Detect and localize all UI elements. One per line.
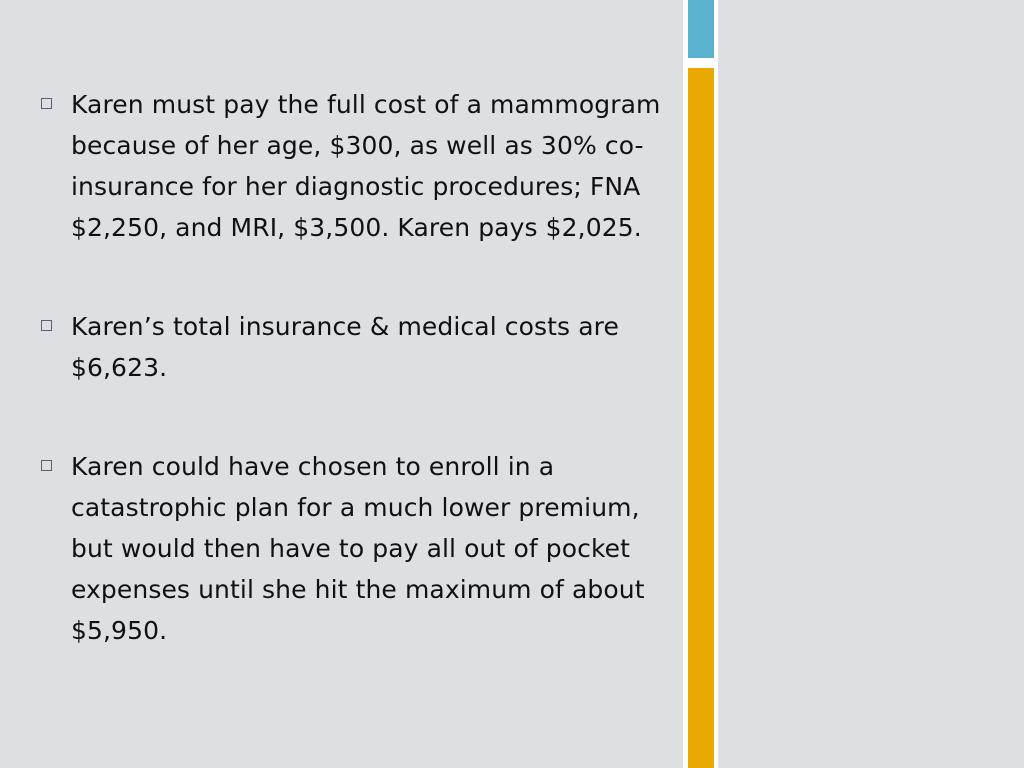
square-bullet-icon: [41, 460, 52, 471]
bullet-text: Karen must pay the full cost of a mammogram because of her age, $300, as well as 30% co-insurance for her diagnostic procedures; FNA $2,250, and MRI, $3,500. Karen pays $2,025.: [71, 90, 661, 242]
accent-bar-gold: [688, 68, 714, 768]
square-bullet-icon: [41, 98, 52, 109]
bullet-list: [38, 84, 678, 651]
bullet-item: [38, 306, 678, 388]
bullet-text: Karen could have chosen to enroll in a catastrophic plan for a much lower premium, but would then have to pay all out of pocket expenses until she hit the maximum of about $5,950.: [71, 452, 645, 645]
bullet-item: [38, 446, 678, 651]
right-panel: [718, 0, 1024, 768]
square-bullet-icon: [41, 320, 52, 331]
bullet-item: [38, 84, 678, 248]
accent-bar-blue: [688, 0, 714, 58]
bullet-text: Karen’s total insurance & medical costs are $6,623.: [71, 312, 619, 382]
